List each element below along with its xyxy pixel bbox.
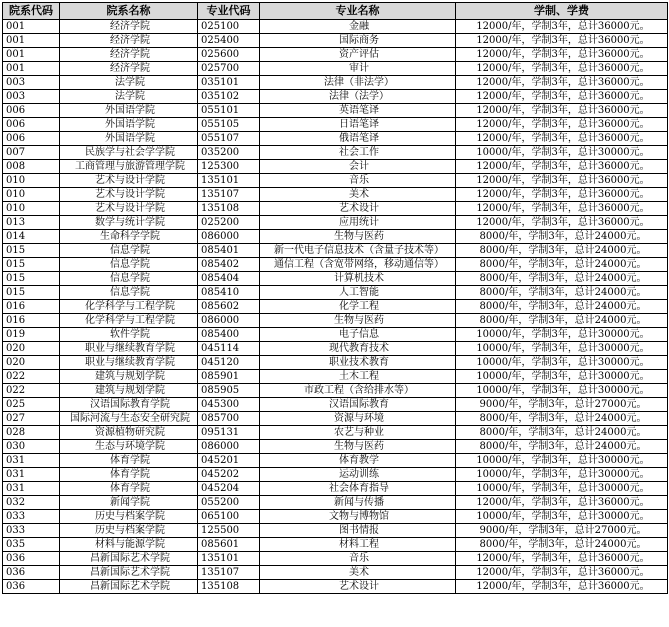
- dept-code-cell: 035: [3, 538, 60, 552]
- dept-name-cell: 材料与能源学院: [60, 538, 198, 552]
- major-name-cell: 计算机技术: [260, 272, 456, 286]
- major-name-cell: 农艺与种业: [260, 426, 456, 440]
- dept-code-cell: 020: [3, 342, 60, 356]
- major-code-cell: 135108: [198, 580, 260, 594]
- major-name-cell: 新闻与传播: [260, 496, 456, 510]
- major-code-cell: 035101: [198, 76, 260, 90]
- major-name-cell: 文物与博物馆: [260, 510, 456, 524]
- dept-code-cell: 032: [3, 496, 60, 510]
- major-code-cell: 135107: [198, 566, 260, 580]
- header-major-name: 专业名称: [260, 3, 456, 20]
- major-code-cell: 045202: [198, 468, 260, 482]
- dept-name-cell: 外国语学院: [60, 118, 198, 132]
- dept-code-cell: 006: [3, 132, 60, 146]
- fee-cell: 8000/年，学制3年，总计24000元。: [456, 258, 668, 272]
- major-code-cell: 085901: [198, 370, 260, 384]
- dept-name-cell: 新闻学院: [60, 496, 198, 510]
- table-row: [3, 524, 668, 538]
- dept-code-cell: 036: [3, 580, 60, 594]
- table-row: [3, 482, 668, 496]
- dept-code-cell: 022: [3, 370, 60, 384]
- fee-cell: 8000/年，学制3年，总计24000元。: [456, 244, 668, 258]
- table-row: [3, 580, 668, 594]
- major-code-cell: 085905: [198, 384, 260, 398]
- dept-code-cell: 036: [3, 552, 60, 566]
- table-row: [3, 566, 668, 580]
- major-code-cell: 025600: [198, 48, 260, 62]
- dept-code-cell: 006: [3, 104, 60, 118]
- dept-name-cell: 生态与环境学院: [60, 440, 198, 454]
- fee-cell: 12000/年，学制3年，总计36000元。: [456, 552, 668, 566]
- tuition-table: [2, 2, 668, 594]
- major-name-cell: 国际商务: [260, 34, 456, 48]
- major-name-cell: 资源与环境: [260, 412, 456, 426]
- major-code-cell: 085410: [198, 286, 260, 300]
- major-code-cell: 045300: [198, 398, 260, 412]
- fee-cell: 12000/年，学制3年，总计36000元。: [456, 62, 668, 76]
- table-row: [3, 90, 668, 104]
- table-row: [3, 188, 668, 202]
- table-row: [3, 356, 668, 370]
- major-name-cell: 艺术设计: [260, 202, 456, 216]
- dept-name-cell: 体育学院: [60, 482, 198, 496]
- dept-code-cell: 016: [3, 300, 60, 314]
- fee-cell: 12000/年，学制3年，总计36000元。: [456, 580, 668, 594]
- fee-cell: 10000/年，学制3年，总计30000元。: [456, 370, 668, 384]
- table-row: [3, 314, 668, 328]
- major-name-cell: 俄语笔译: [260, 132, 456, 146]
- table-row: [3, 76, 668, 90]
- fee-cell: 12000/年，学制3年，总计36000元。: [456, 566, 668, 580]
- fee-cell: 12000/年，学制3年，总计36000元。: [456, 132, 668, 146]
- table-row: [3, 342, 668, 356]
- dept-name-cell: 工商管理与旅游管理学院: [60, 160, 198, 174]
- fee-cell: 8000/年，学制3年，总计24000元。: [456, 538, 668, 552]
- major-code-cell: 085700: [198, 412, 260, 426]
- dept-code-cell: 015: [3, 244, 60, 258]
- major-code-cell: 025400: [198, 34, 260, 48]
- dept-name-cell: 艺术与设计学院: [60, 174, 198, 188]
- table-row: [3, 300, 668, 314]
- major-name-cell: 审计: [260, 62, 456, 76]
- major-code-cell: 025200: [198, 216, 260, 230]
- fee-cell: 8000/年，学制3年，总计24000元。: [456, 230, 668, 244]
- dept-name-cell: 外国语学院: [60, 132, 198, 146]
- dept-name-cell: 汉语国际教育学院: [60, 398, 198, 412]
- dept-name-cell: 经济学院: [60, 62, 198, 76]
- dept-name-cell: 经济学院: [60, 20, 198, 34]
- major-name-cell: 应用统计: [260, 216, 456, 230]
- table-row: [3, 174, 668, 188]
- dept-name-cell: 历史与档案学院: [60, 524, 198, 538]
- table-row: [3, 118, 668, 132]
- table-row: [3, 132, 668, 146]
- dept-code-cell: 027: [3, 412, 60, 426]
- dept-code-cell: 022: [3, 384, 60, 398]
- fee-cell: 8000/年，学制3年，总计24000元。: [456, 440, 668, 454]
- dept-code-cell: 001: [3, 62, 60, 76]
- dept-name-cell: 资源植物研究院: [60, 426, 198, 440]
- dept-name-cell: 体育学院: [60, 468, 198, 482]
- major-name-cell: 现代教育技术: [260, 342, 456, 356]
- major-name-cell: 市政工程（含给排水等）: [260, 384, 456, 398]
- dept-name-cell: 历史与档案学院: [60, 510, 198, 524]
- fee-cell: 12000/年，学制3年，总计36000元。: [456, 174, 668, 188]
- major-code-cell: 085404: [198, 272, 260, 286]
- major-code-cell: 045120: [198, 356, 260, 370]
- major-name-cell: 资产评估: [260, 48, 456, 62]
- major-name-cell: 运动训练: [260, 468, 456, 482]
- dept-name-cell: 信息学院: [60, 286, 198, 300]
- dept-code-cell: 010: [3, 188, 60, 202]
- table-row: [3, 538, 668, 552]
- major-code-cell: 086000: [198, 230, 260, 244]
- major-name-cell: 通信工程（含宽带网络，移动通信等）: [260, 258, 456, 272]
- dept-name-cell: 信息学院: [60, 258, 198, 272]
- dept-name-cell: 生命科学学院: [60, 230, 198, 244]
- major-code-cell: 125500: [198, 524, 260, 538]
- major-name-cell: 生物与医药: [260, 440, 456, 454]
- dept-code-cell: 003: [3, 90, 60, 104]
- dept-name-cell: 法学院: [60, 90, 198, 104]
- fee-cell: 10000/年，学制3年，总计30000元。: [456, 146, 668, 160]
- fee-cell: 12000/年，学制3年，总计36000元。: [456, 48, 668, 62]
- fee-cell: 10000/年，学制3年，总计30000元。: [456, 356, 668, 370]
- table-row: [3, 258, 668, 272]
- major-code-cell: 086000: [198, 440, 260, 454]
- major-code-cell: 085400: [198, 328, 260, 342]
- fee-cell: 12000/年，学制3年，总计36000元。: [456, 20, 668, 34]
- major-code-cell: 125300: [198, 160, 260, 174]
- major-code-cell: 045204: [198, 482, 260, 496]
- table-row: [3, 48, 668, 62]
- dept-name-cell: 化学科学与工程学院: [60, 314, 198, 328]
- table-row: [3, 510, 668, 524]
- dept-code-cell: 031: [3, 468, 60, 482]
- table-row: [3, 146, 668, 160]
- dept-name-cell: 建筑与规划学院: [60, 370, 198, 384]
- dept-name-cell: 民族学与社会学学院: [60, 146, 198, 160]
- major-name-cell: 美术: [260, 566, 456, 580]
- major-code-cell: 065100: [198, 510, 260, 524]
- dept-code-cell: 003: [3, 76, 60, 90]
- major-name-cell: 生物与医药: [260, 230, 456, 244]
- major-name-cell: 化学工程: [260, 300, 456, 314]
- fee-cell: 12000/年，学制3年，总计36000元。: [456, 216, 668, 230]
- major-name-cell: 人工智能: [260, 286, 456, 300]
- major-name-cell: 音乐: [260, 552, 456, 566]
- dept-code-cell: 025: [3, 398, 60, 412]
- fee-cell: 10000/年，学制3年，总计30000元。: [456, 342, 668, 356]
- table-row: [3, 384, 668, 398]
- table-row: [3, 244, 668, 258]
- fee-cell: 8000/年，学制3年，总计24000元。: [456, 412, 668, 426]
- fee-cell: 8000/年，学制3年，总计24000元。: [456, 300, 668, 314]
- major-code-cell: 135107: [198, 188, 260, 202]
- fee-cell: 8000/年，学制3年，总计24000元。: [456, 272, 668, 286]
- dept-code-cell: 031: [3, 454, 60, 468]
- major-name-cell: 新一代电子信息技术（含量子技术等）: [260, 244, 456, 258]
- fee-cell: 10000/年，学制3年，总计30000元。: [456, 468, 668, 482]
- dept-code-cell: 033: [3, 524, 60, 538]
- dept-code-cell: 001: [3, 20, 60, 34]
- header-duration-fee: 学制、学费: [456, 3, 668, 20]
- dept-code-cell: 028: [3, 426, 60, 440]
- table-row: [3, 328, 668, 342]
- fee-cell: 12000/年，学制3年，总计36000元。: [456, 118, 668, 132]
- table-row: [3, 398, 668, 412]
- table-row: [3, 496, 668, 510]
- fee-cell: 12000/年，学制3年，总计36000元。: [456, 34, 668, 48]
- dept-name-cell: 软件学院: [60, 328, 198, 342]
- dept-code-cell: 036: [3, 566, 60, 580]
- major-name-cell: 会计: [260, 160, 456, 174]
- major-code-cell: 085401: [198, 244, 260, 258]
- fee-cell: 12000/年，学制3年，总计36000元。: [456, 90, 668, 104]
- fee-cell: 10000/年，学制3年，总计30000元。: [456, 384, 668, 398]
- fee-cell: 12000/年，学制3年，总计36000元。: [456, 202, 668, 216]
- dept-code-cell: 014: [3, 230, 60, 244]
- major-code-cell: 025700: [198, 62, 260, 76]
- dept-code-cell: 008: [3, 160, 60, 174]
- major-name-cell: 材料工程: [260, 538, 456, 552]
- dept-code-cell: 010: [3, 202, 60, 216]
- major-code-cell: 055107: [198, 132, 260, 146]
- dept-code-cell: 007: [3, 146, 60, 160]
- table-row: [3, 272, 668, 286]
- dept-code-cell: 001: [3, 48, 60, 62]
- major-name-cell: 音乐: [260, 174, 456, 188]
- table-row: [3, 62, 668, 76]
- fee-cell: 12000/年，学制3年，总计36000元。: [456, 188, 668, 202]
- major-code-cell: 045201: [198, 454, 260, 468]
- fee-cell: 8000/年，学制3年，总计24000元。: [456, 286, 668, 300]
- dept-name-cell: 艺术与设计学院: [60, 202, 198, 216]
- dept-name-cell: 外国语学院: [60, 104, 198, 118]
- dept-code-cell: 031: [3, 482, 60, 496]
- dept-name-cell: 昌新国际艺术学院: [60, 552, 198, 566]
- major-name-cell: 体育教学: [260, 454, 456, 468]
- dept-name-cell: 昌新国际艺术学院: [60, 580, 198, 594]
- dept-code-cell: 006: [3, 118, 60, 132]
- dept-name-cell: 艺术与设计学院: [60, 188, 198, 202]
- major-code-cell: 025100: [198, 20, 260, 34]
- dept-name-cell: 经济学院: [60, 48, 198, 62]
- fee-cell: 9000/年，学制3年，总计27000元。: [456, 524, 668, 538]
- table-row: [3, 468, 668, 482]
- fee-cell: 12000/年，学制3年，总计36000元。: [456, 160, 668, 174]
- dept-code-cell: 019: [3, 328, 60, 342]
- fee-cell: 10000/年，学制3年，总计30000元。: [456, 454, 668, 468]
- dept-name-cell: 建筑与规划学院: [60, 384, 198, 398]
- major-code-cell: 135108: [198, 202, 260, 216]
- dept-name-cell: 法学院: [60, 76, 198, 90]
- major-name-cell: 电子信息: [260, 328, 456, 342]
- fee-cell: 10000/年，学制3年，总计30000元。: [456, 510, 668, 524]
- major-name-cell: 社会工作: [260, 146, 456, 160]
- table-row: [3, 426, 668, 440]
- table-row: [3, 34, 668, 48]
- table-row: [3, 440, 668, 454]
- major-name-cell: 金融: [260, 20, 456, 34]
- fee-cell: 9000/年，学制3年，总计27000元。: [456, 398, 668, 412]
- fee-cell: 8000/年，学制3年，总计24000元。: [456, 426, 668, 440]
- dept-code-cell: 001: [3, 34, 60, 48]
- dept-name-cell: 信息学院: [60, 244, 198, 258]
- fee-cell: 12000/年，学制3年，总计36000元。: [456, 76, 668, 90]
- major-code-cell: 055200: [198, 496, 260, 510]
- major-name-cell: 法律（法学）: [260, 90, 456, 104]
- table-row: [3, 216, 668, 230]
- major-name-cell: 美术: [260, 188, 456, 202]
- dept-name-cell: 体育学院: [60, 454, 198, 468]
- major-code-cell: 055105: [198, 118, 260, 132]
- major-name-cell: 法律（非法学）: [260, 76, 456, 90]
- major-name-cell: 英语笔译: [260, 104, 456, 118]
- major-code-cell: 135101: [198, 174, 260, 188]
- table-row: [3, 202, 668, 216]
- major-name-cell: 艺术设计: [260, 580, 456, 594]
- table-row: [3, 104, 668, 118]
- dept-name-cell: 信息学院: [60, 272, 198, 286]
- dept-code-cell: 013: [3, 216, 60, 230]
- dept-name-cell: 国际河流与生态安全研究院: [60, 412, 198, 426]
- dept-code-cell: 033: [3, 510, 60, 524]
- major-name-cell: 日语笔译: [260, 118, 456, 132]
- table-row: [3, 286, 668, 300]
- fee-cell: 12000/年，学制3年，总计36000元。: [456, 496, 668, 510]
- fee-cell: 8000/年，学制3年，总计24000元。: [456, 314, 668, 328]
- dept-name-cell: 职业与继续教育学院: [60, 356, 198, 370]
- major-code-cell: 035200: [198, 146, 260, 160]
- major-name-cell: 职业技术教育: [260, 356, 456, 370]
- table-row: [3, 454, 668, 468]
- major-code-cell: 045114: [198, 342, 260, 356]
- table-row: [3, 370, 668, 384]
- table-row: [3, 160, 668, 174]
- dept-code-cell: 015: [3, 258, 60, 272]
- table-row: [3, 20, 668, 34]
- table-header-row: [3, 3, 668, 20]
- dept-code-cell: 016: [3, 314, 60, 328]
- major-code-cell: 095131: [198, 426, 260, 440]
- major-code-cell: 085602: [198, 300, 260, 314]
- dept-code-cell: 010: [3, 174, 60, 188]
- header-dept-name: 院系名称: [60, 3, 198, 20]
- major-name-cell: 图书情报: [260, 524, 456, 538]
- major-code-cell: 055101: [198, 104, 260, 118]
- dept-code-cell: 015: [3, 272, 60, 286]
- header-dept-code: 院系代码: [3, 3, 60, 20]
- table-row: [3, 230, 668, 244]
- table-row: [3, 412, 668, 426]
- dept-name-cell: 化学科学与工程学院: [60, 300, 198, 314]
- major-name-cell: 生物与医药: [260, 314, 456, 328]
- major-code-cell: 086000: [198, 314, 260, 328]
- major-code-cell: 085402: [198, 258, 260, 272]
- fee-cell: 10000/年，学制3年，总计30000元。: [456, 482, 668, 496]
- fee-cell: 12000/年，学制3年，总计36000元。: [456, 104, 668, 118]
- dept-code-cell: 020: [3, 356, 60, 370]
- major-name-cell: 汉语国际教育: [260, 398, 456, 412]
- dept-name-cell: 职业与继续教育学院: [60, 342, 198, 356]
- header-major-code: 专业代码: [198, 3, 260, 20]
- major-name-cell: 土木工程: [260, 370, 456, 384]
- table-row: [3, 552, 668, 566]
- dept-name-cell: 数学与统计学院: [60, 216, 198, 230]
- major-code-cell: 085601: [198, 538, 260, 552]
- dept-code-cell: 015: [3, 286, 60, 300]
- fee-cell: 10000/年，学制3年，总计30000元。: [456, 328, 668, 342]
- major-name-cell: 社会体育指导: [260, 482, 456, 496]
- dept-name-cell: 经济学院: [60, 34, 198, 48]
- major-code-cell: 035102: [198, 90, 260, 104]
- dept-name-cell: 昌新国际艺术学院: [60, 566, 198, 580]
- major-code-cell: 135101: [198, 552, 260, 566]
- dept-code-cell: 030: [3, 440, 60, 454]
